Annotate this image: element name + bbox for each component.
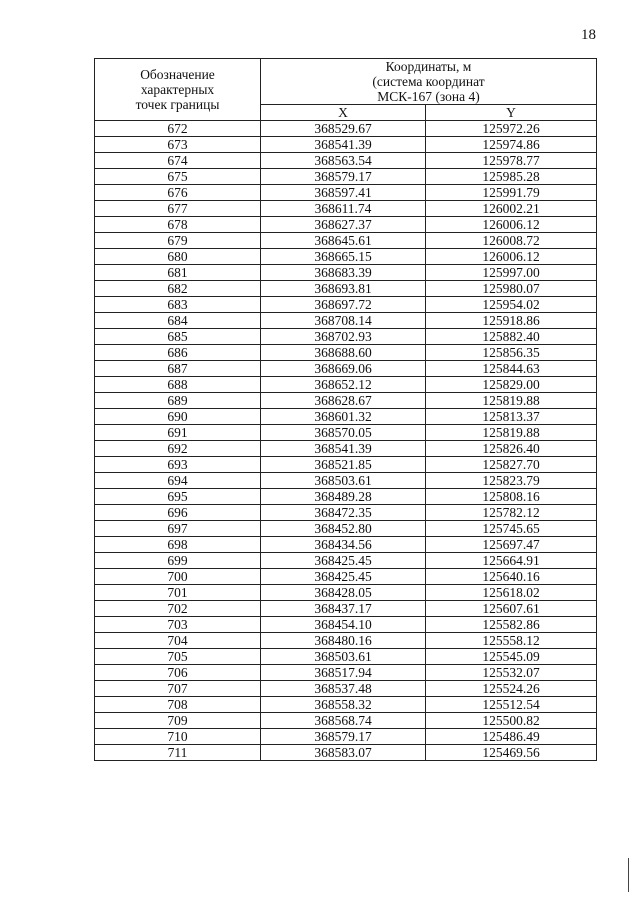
table-row xyxy=(95,169,597,185)
x-coordinate-cell: 368708.14 xyxy=(261,313,426,329)
table-row xyxy=(95,489,597,505)
y-column-header: Y xyxy=(426,105,597,121)
point-number-cell: 678 xyxy=(95,217,261,233)
table-row xyxy=(95,441,597,457)
y-coordinate-cell: 125486.49 xyxy=(426,729,597,745)
y-coordinate-cell: 125819.88 xyxy=(426,425,597,441)
x-coordinate-cell: 368472.35 xyxy=(261,505,426,521)
point-number-cell: 686 xyxy=(95,345,261,361)
y-coordinate-cell: 126008.72 xyxy=(426,233,597,249)
x-coordinate-cell: 368541.39 xyxy=(261,137,426,153)
table-row xyxy=(95,313,597,329)
point-number-cell: 711 xyxy=(95,745,261,761)
y-coordinate-cell: 125954.02 xyxy=(426,297,597,313)
point-number-cell: 683 xyxy=(95,297,261,313)
point-number-cell: 680 xyxy=(95,249,261,265)
x-coordinate-cell: 368563.54 xyxy=(261,153,426,169)
table-row xyxy=(95,121,597,137)
table-row xyxy=(95,585,597,601)
point-header-line-1: Обозначение xyxy=(140,67,215,82)
x-coordinate-cell: 368579.17 xyxy=(261,729,426,745)
table-row xyxy=(95,457,597,473)
y-coordinate-cell: 125918.86 xyxy=(426,313,597,329)
point-number-cell: 699 xyxy=(95,553,261,569)
table-row xyxy=(95,569,597,585)
x-coordinate-cell: 368669.06 xyxy=(261,361,426,377)
y-coordinate-cell: 125469.56 xyxy=(426,745,597,761)
point-number-cell: 695 xyxy=(95,489,261,505)
table-row xyxy=(95,329,597,345)
x-coordinate-cell: 368437.17 xyxy=(261,601,426,617)
y-coordinate-cell: 125978.77 xyxy=(426,153,597,169)
table-row xyxy=(95,713,597,729)
point-designation-header xyxy=(95,59,261,121)
y-coordinate-cell: 126006.12 xyxy=(426,249,597,265)
x-coordinate-cell: 368570.05 xyxy=(261,425,426,441)
point-number-cell: 674 xyxy=(95,153,261,169)
point-number-cell: 693 xyxy=(95,457,261,473)
table-row xyxy=(95,281,597,297)
point-number-cell: 706 xyxy=(95,665,261,681)
point-number-cell: 681 xyxy=(95,265,261,281)
y-coordinate-cell: 125558.12 xyxy=(426,633,597,649)
point-number-cell: 705 xyxy=(95,649,261,665)
table-row xyxy=(95,361,597,377)
table-row xyxy=(95,249,597,265)
x-coordinate-cell: 368503.61 xyxy=(261,649,426,665)
y-coordinate-cell: 125829.00 xyxy=(426,377,597,393)
table-row xyxy=(95,649,597,665)
table-row xyxy=(95,521,597,537)
point-number-cell: 690 xyxy=(95,409,261,425)
y-coordinate-cell: 125640.16 xyxy=(426,569,597,585)
table-row xyxy=(95,297,597,313)
table-row xyxy=(95,745,597,761)
table-row xyxy=(95,233,597,249)
x-coordinate-cell: 368665.15 xyxy=(261,249,426,265)
coordinates-table xyxy=(94,58,597,761)
y-coordinate-cell: 125827.70 xyxy=(426,457,597,473)
x-coordinate-cell: 368529.67 xyxy=(261,121,426,137)
x-coordinate-cell: 368627.37 xyxy=(261,217,426,233)
y-coordinate-cell: 126006.12 xyxy=(426,217,597,233)
y-coordinate-cell: 126002.21 xyxy=(426,201,597,217)
y-coordinate-cell: 125532.07 xyxy=(426,665,597,681)
x-coordinate-cell: 368702.93 xyxy=(261,329,426,345)
x-coordinate-cell: 368480.16 xyxy=(261,633,426,649)
table-row xyxy=(95,553,597,569)
y-coordinate-cell: 125823.79 xyxy=(426,473,597,489)
y-coordinate-cell: 125524.26 xyxy=(426,681,597,697)
table-row xyxy=(95,137,597,153)
scan-edge-mark xyxy=(628,858,629,892)
y-coordinate-cell: 125819.88 xyxy=(426,393,597,409)
table-row xyxy=(95,409,597,425)
y-coordinate-cell: 125664.91 xyxy=(426,553,597,569)
x-coordinate-cell: 368579.17 xyxy=(261,169,426,185)
point-number-cell: 694 xyxy=(95,473,261,489)
page-number: 18 xyxy=(581,27,596,43)
x-coordinate-cell: 368489.28 xyxy=(261,489,426,505)
y-coordinate-cell: 125618.02 xyxy=(426,585,597,601)
table-row xyxy=(95,729,597,745)
y-coordinate-cell: 125972.26 xyxy=(426,121,597,137)
x-coordinate-cell: 368601.32 xyxy=(261,409,426,425)
y-coordinate-cell: 125697.47 xyxy=(426,537,597,553)
table-row xyxy=(95,345,597,361)
y-coordinate-cell: 125745.65 xyxy=(426,521,597,537)
point-number-cell: 701 xyxy=(95,585,261,601)
table-header xyxy=(95,59,597,121)
point-number-cell: 709 xyxy=(95,713,261,729)
point-number-cell: 708 xyxy=(95,697,261,713)
point-number-cell: 689 xyxy=(95,393,261,409)
y-coordinate-cell: 125844.63 xyxy=(426,361,597,377)
y-coordinate-cell: 125782.12 xyxy=(426,505,597,521)
table-row xyxy=(95,185,597,201)
y-coordinate-cell: 125826.40 xyxy=(426,441,597,457)
y-coordinate-cell: 125997.00 xyxy=(426,265,597,281)
x-coordinate-cell: 368434.56 xyxy=(261,537,426,553)
table-row xyxy=(95,425,597,441)
y-coordinate-cell: 125813.37 xyxy=(426,409,597,425)
table-row xyxy=(95,617,597,633)
point-number-cell: 685 xyxy=(95,329,261,345)
y-coordinate-cell: 125808.16 xyxy=(426,489,597,505)
point-header-line-3: точек границы xyxy=(135,97,220,112)
x-column-header: X xyxy=(261,105,426,121)
y-coordinate-cell: 125545.09 xyxy=(426,649,597,665)
point-number-cell: 697 xyxy=(95,521,261,537)
x-coordinate-cell: 368597.41 xyxy=(261,185,426,201)
x-coordinate-cell: 368503.61 xyxy=(261,473,426,489)
x-coordinate-cell: 368628.67 xyxy=(261,393,426,409)
point-number-cell: 704 xyxy=(95,633,261,649)
table-row xyxy=(95,697,597,713)
y-coordinate-cell: 125856.35 xyxy=(426,345,597,361)
x-coordinate-cell: 368541.39 xyxy=(261,441,426,457)
x-coordinate-cell: 368558.32 xyxy=(261,697,426,713)
y-coordinate-cell: 125985.28 xyxy=(426,169,597,185)
point-number-cell: 675 xyxy=(95,169,261,185)
x-coordinate-cell: 368697.72 xyxy=(261,297,426,313)
point-number-cell: 702 xyxy=(95,601,261,617)
x-coordinate-cell: 368645.61 xyxy=(261,233,426,249)
coordinates-header xyxy=(261,59,597,105)
table-row xyxy=(95,201,597,217)
table-row xyxy=(95,217,597,233)
point-number-cell: 692 xyxy=(95,441,261,457)
y-coordinate-cell: 125607.61 xyxy=(426,601,597,617)
point-number-cell: 677 xyxy=(95,201,261,217)
point-number-cell: 691 xyxy=(95,425,261,441)
table-row xyxy=(95,681,597,697)
table-row xyxy=(95,665,597,681)
point-number-cell: 679 xyxy=(95,233,261,249)
point-number-cell: 696 xyxy=(95,505,261,521)
point-number-cell: 673 xyxy=(95,137,261,153)
point-number-cell: 684 xyxy=(95,313,261,329)
point-header-line-2: характерных xyxy=(140,82,215,97)
table-row xyxy=(95,601,597,617)
x-coordinate-cell: 368652.12 xyxy=(261,377,426,393)
point-number-cell: 700 xyxy=(95,569,261,585)
x-coordinate-cell: 368683.39 xyxy=(261,265,426,281)
x-coordinate-cell: 368611.74 xyxy=(261,201,426,217)
point-number-cell: 672 xyxy=(95,121,261,137)
point-number-cell: 687 xyxy=(95,361,261,377)
table-row xyxy=(95,393,597,409)
coords-header-line-1: Координаты, м xyxy=(385,59,472,74)
table-row xyxy=(95,153,597,169)
y-coordinate-cell: 125512.54 xyxy=(426,697,597,713)
x-coordinate-cell: 368425.45 xyxy=(261,553,426,569)
y-coordinate-cell: 125500.82 xyxy=(426,713,597,729)
point-number-cell: 707 xyxy=(95,681,261,697)
x-coordinate-cell: 368568.74 xyxy=(261,713,426,729)
x-coordinate-cell: 368454.10 xyxy=(261,617,426,633)
y-coordinate-cell: 125882.40 xyxy=(426,329,597,345)
table-row xyxy=(95,633,597,649)
x-coordinate-cell: 368537.48 xyxy=(261,681,426,697)
y-coordinate-cell: 125980.07 xyxy=(426,281,597,297)
x-coordinate-cell: 368428.05 xyxy=(261,585,426,601)
x-coordinate-cell: 368583.07 xyxy=(261,745,426,761)
x-coordinate-cell: 368517.94 xyxy=(261,665,426,681)
x-coordinate-cell: 368521.85 xyxy=(261,457,426,473)
x-coordinate-cell: 368693.81 xyxy=(261,281,426,297)
point-number-cell: 682 xyxy=(95,281,261,297)
table-body xyxy=(95,121,597,761)
point-number-cell: 698 xyxy=(95,537,261,553)
x-coordinate-cell: 368688.60 xyxy=(261,345,426,361)
coords-header-line-3: МСК-167 (зона 4) xyxy=(377,89,480,104)
x-coordinate-cell: 368452.80 xyxy=(261,521,426,537)
table-row xyxy=(95,377,597,393)
x-coordinate-cell: 368425.45 xyxy=(261,569,426,585)
y-coordinate-cell: 125974.86 xyxy=(426,137,597,153)
table-row xyxy=(95,473,597,489)
table-row xyxy=(95,265,597,281)
point-number-cell: 688 xyxy=(95,377,261,393)
point-number-cell: 710 xyxy=(95,729,261,745)
table-row xyxy=(95,537,597,553)
y-coordinate-cell: 125582.86 xyxy=(426,617,597,633)
y-coordinate-cell: 125991.79 xyxy=(426,185,597,201)
point-number-cell: 703 xyxy=(95,617,261,633)
point-number-cell: 676 xyxy=(95,185,261,201)
coords-header-line-2: (система координат xyxy=(372,74,485,89)
table-row xyxy=(95,505,597,521)
